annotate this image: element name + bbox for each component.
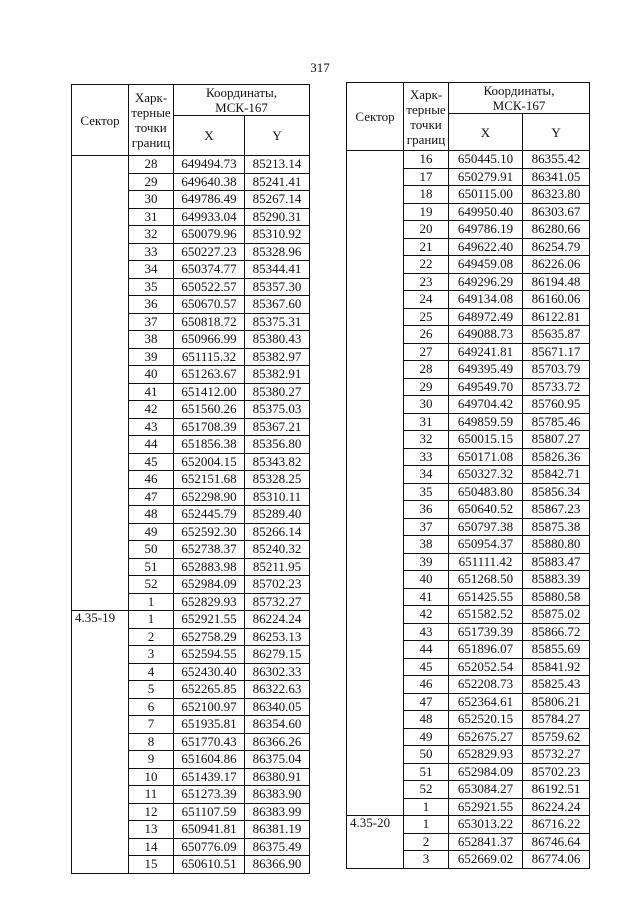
point-cell: 40 — [129, 366, 174, 384]
point-cell: 28 — [404, 361, 449, 379]
point-cell: 10 — [129, 768, 174, 786]
point-cell: 34 — [404, 466, 449, 484]
y-cell: 85671.17 — [523, 343, 590, 361]
y-cell: 85825.43 — [523, 676, 590, 694]
point-cell: 31 — [129, 208, 174, 226]
point-cell: 35 — [404, 483, 449, 501]
point-cell: 24 — [404, 291, 449, 309]
point-cell: 15 — [129, 856, 174, 874]
point-cell: 30 — [404, 396, 449, 414]
x-cell: 650522.57 — [174, 278, 245, 296]
y-cell: 86355.42 — [523, 151, 590, 169]
x-cell: 650015.15 — [449, 431, 523, 449]
point-cell: 39 — [129, 348, 174, 366]
point-cell: 21 — [404, 238, 449, 256]
y-cell: 85880.58 — [523, 588, 590, 606]
y-cell: 85266.14 — [245, 523, 310, 541]
y-cell: 85880.80 — [523, 536, 590, 554]
point-cell: 51 — [404, 763, 449, 781]
x-cell: 650445.10 — [449, 151, 523, 169]
x-cell: 651935.81 — [174, 716, 245, 734]
x-cell: 649549.70 — [449, 378, 523, 396]
x-cell: 653013.22 — [449, 816, 523, 834]
y-cell: 86375.04 — [245, 751, 310, 769]
x-cell: 651604.86 — [174, 751, 245, 769]
point-cell: 52 — [129, 576, 174, 594]
y-cell: 86746.64 — [523, 833, 590, 851]
header-x: X — [174, 116, 245, 156]
point-cell: 46 — [404, 676, 449, 694]
x-cell: 649786.49 — [174, 191, 245, 209]
y-cell: 85328.96 — [245, 243, 310, 261]
x-cell: 651856.38 — [174, 436, 245, 454]
y-cell: 86160.06 — [523, 291, 590, 309]
point-cell: 36 — [404, 501, 449, 519]
y-cell: 85842.71 — [523, 466, 590, 484]
x-cell: 651273.39 — [174, 786, 245, 804]
y-cell: 86340.05 — [245, 698, 310, 716]
point-cell: 52 — [404, 781, 449, 799]
y-cell: 85367.60 — [245, 296, 310, 314]
point-cell: 36 — [129, 296, 174, 314]
y-cell: 85785.46 — [523, 413, 590, 431]
point-cell: 31 — [404, 413, 449, 431]
x-cell: 651412.00 — [174, 383, 245, 401]
x-cell: 649459.08 — [449, 256, 523, 274]
y-cell: 85328.25 — [245, 471, 310, 489]
point-cell: 17 — [404, 168, 449, 186]
y-cell: 86280.66 — [523, 221, 590, 239]
x-cell: 649640.38 — [174, 173, 245, 191]
y-cell: 85866.72 — [523, 623, 590, 641]
x-cell: 652052.54 — [449, 658, 523, 676]
x-cell: 650941.81 — [174, 821, 245, 839]
y-cell: 85375.31 — [245, 313, 310, 331]
y-cell: 86380.91 — [245, 768, 310, 786]
point-cell: 6 — [129, 698, 174, 716]
y-cell: 85702.23 — [523, 763, 590, 781]
point-cell: 29 — [404, 378, 449, 396]
point-cell: 41 — [129, 383, 174, 401]
point-cell: 38 — [129, 331, 174, 349]
y-cell: 85356.80 — [245, 436, 310, 454]
y-cell: 86774.06 — [523, 851, 590, 869]
point-cell: 51 — [129, 558, 174, 576]
y-cell: 85240.32 — [245, 541, 310, 559]
x-cell: 652984.09 — [449, 763, 523, 781]
point-cell: 11 — [129, 786, 174, 804]
x-cell: 649859.59 — [449, 413, 523, 431]
x-cell: 652592.30 — [174, 523, 245, 541]
y-cell: 85784.27 — [523, 711, 590, 729]
y-cell: 85732.27 — [245, 593, 310, 611]
x-cell: 649786.19 — [449, 221, 523, 239]
x-cell: 652669.02 — [449, 851, 523, 869]
y-cell: 85856.34 — [523, 483, 590, 501]
x-cell: 652829.93 — [449, 746, 523, 764]
y-cell: 86224.24 — [523, 798, 590, 816]
point-cell: 3 — [129, 646, 174, 664]
coordinates-table-right — [346, 82, 590, 869]
point-cell: 42 — [404, 606, 449, 624]
x-cell: 650279.91 — [449, 168, 523, 186]
y-cell: 85382.91 — [245, 366, 310, 384]
point-cell: 47 — [404, 693, 449, 711]
x-cell: 651425.55 — [449, 588, 523, 606]
x-cell: 652298.90 — [174, 488, 245, 506]
y-cell: 85732.27 — [523, 746, 590, 764]
y-cell: 86383.99 — [245, 803, 310, 821]
x-cell: 652445.79 — [174, 506, 245, 524]
x-cell: 648972.49 — [449, 308, 523, 326]
x-cell: 650327.32 — [449, 466, 523, 484]
y-cell: 85855.69 — [523, 641, 590, 659]
x-cell: 651115.32 — [174, 348, 245, 366]
y-cell: 85357.30 — [245, 278, 310, 296]
page-number: 317 — [310, 60, 330, 75]
point-cell: 25 — [404, 308, 449, 326]
point-cell: 44 — [404, 641, 449, 659]
point-cell: 50 — [404, 746, 449, 764]
y-cell: 86279.15 — [245, 646, 310, 664]
x-cell: 651268.50 — [449, 571, 523, 589]
point-cell: 43 — [129, 418, 174, 436]
y-cell: 85380.43 — [245, 331, 310, 349]
x-cell: 649134.08 — [449, 291, 523, 309]
x-cell: 650640.52 — [449, 501, 523, 519]
point-cell: 33 — [404, 448, 449, 466]
point-cell: 13 — [129, 821, 174, 839]
point-cell: 42 — [129, 401, 174, 419]
y-cell: 85367.21 — [245, 418, 310, 436]
y-cell: 86366.26 — [245, 733, 310, 751]
header-coordinates: Координаты, МСК-167 — [449, 83, 590, 114]
point-cell: 2 — [404, 833, 449, 851]
x-cell: 649704.42 — [449, 396, 523, 414]
y-cell: 86192.51 — [523, 781, 590, 799]
x-cell: 652738.37 — [174, 541, 245, 559]
y-cell: 85760.95 — [523, 396, 590, 414]
point-cell: 1 — [404, 816, 449, 834]
x-cell: 650776.09 — [174, 838, 245, 856]
point-cell: 46 — [129, 471, 174, 489]
x-cell: 652883.98 — [174, 558, 245, 576]
y-cell: 85343.82 — [245, 453, 310, 471]
point-cell: 32 — [129, 226, 174, 244]
table-row — [72, 156, 310, 174]
x-cell: 651739.39 — [449, 623, 523, 641]
x-cell: 652364.61 — [449, 693, 523, 711]
y-cell: 86323.80 — [523, 186, 590, 204]
sector-cell: 4.35-20 — [347, 816, 404, 869]
y-cell: 86226.06 — [523, 256, 590, 274]
y-cell: 85241.41 — [245, 173, 310, 191]
sector-cell — [347, 151, 404, 816]
x-cell: 651263.67 — [174, 366, 245, 384]
y-cell: 85310.92 — [245, 226, 310, 244]
y-cell: 85290.31 — [245, 208, 310, 226]
y-cell: 86381.19 — [245, 821, 310, 839]
y-cell: 85806.21 — [523, 693, 590, 711]
table-row — [347, 816, 590, 834]
y-cell: 85841.92 — [523, 658, 590, 676]
point-cell: 2 — [129, 628, 174, 646]
x-cell: 650079.96 — [174, 226, 245, 244]
x-cell: 650171.08 — [449, 448, 523, 466]
header-sector: Сектор — [72, 85, 129, 156]
y-cell: 85375.03 — [245, 401, 310, 419]
x-cell: 649241.81 — [449, 343, 523, 361]
x-cell: 649622.40 — [449, 238, 523, 256]
x-cell: 651896.07 — [449, 641, 523, 659]
x-cell: 651439.17 — [174, 768, 245, 786]
y-cell: 85289.40 — [245, 506, 310, 524]
point-cell: 48 — [404, 711, 449, 729]
y-cell: 86253.13 — [245, 628, 310, 646]
point-cell: 1 — [129, 611, 174, 629]
x-cell: 650818.72 — [174, 313, 245, 331]
x-cell: 651708.39 — [174, 418, 245, 436]
point-cell: 22 — [404, 256, 449, 274]
y-cell: 85807.27 — [523, 431, 590, 449]
header-point-type: Харк- терные точки границ — [129, 85, 174, 156]
point-cell: 37 — [129, 313, 174, 331]
point-cell: 27 — [404, 343, 449, 361]
point-cell: 30 — [129, 191, 174, 209]
y-cell: 86224.24 — [245, 611, 310, 629]
header-y: Y — [523, 114, 590, 151]
point-cell: 3 — [404, 851, 449, 869]
y-cell: 85875.02 — [523, 606, 590, 624]
y-cell: 85344.41 — [245, 261, 310, 279]
x-cell: 650954.37 — [449, 536, 523, 554]
point-cell: 39 — [404, 553, 449, 571]
y-cell: 86341.05 — [523, 168, 590, 186]
x-cell: 649950.40 — [449, 203, 523, 221]
x-cell: 652829.93 — [174, 593, 245, 611]
point-cell: 47 — [129, 488, 174, 506]
point-cell: 45 — [129, 453, 174, 471]
point-cell: 19 — [404, 203, 449, 221]
y-cell: 85867.23 — [523, 501, 590, 519]
y-cell: 85380.27 — [245, 383, 310, 401]
header-coordinates: Координаты, МСК-167 — [174, 85, 310, 116]
y-cell: 85702.23 — [245, 576, 310, 594]
y-cell: 86716.22 — [523, 816, 590, 834]
y-cell: 86194.48 — [523, 273, 590, 291]
x-cell: 652921.55 — [174, 611, 245, 629]
y-cell: 86322.63 — [245, 681, 310, 699]
y-cell: 85826.36 — [523, 448, 590, 466]
point-cell: 44 — [129, 436, 174, 454]
header-point-type: Харк- терные точки границ — [404, 83, 449, 151]
x-cell: 650610.51 — [174, 856, 245, 874]
y-cell: 86366.90 — [245, 856, 310, 874]
x-cell: 650374.77 — [174, 261, 245, 279]
point-cell: 8 — [129, 733, 174, 751]
table-row — [347, 151, 590, 169]
point-cell: 16 — [404, 151, 449, 169]
x-cell: 650483.80 — [449, 483, 523, 501]
point-cell: 29 — [129, 173, 174, 191]
point-cell: 14 — [129, 838, 174, 856]
header-x: X — [449, 114, 523, 151]
x-cell: 652921.55 — [449, 798, 523, 816]
x-cell: 649494.73 — [174, 156, 245, 174]
x-cell: 653084.27 — [449, 781, 523, 799]
y-cell: 86383.90 — [245, 786, 310, 804]
point-cell: 49 — [129, 523, 174, 541]
point-cell: 18 — [404, 186, 449, 204]
x-cell: 650966.99 — [174, 331, 245, 349]
x-cell: 652004.15 — [174, 453, 245, 471]
y-cell: 85267.14 — [245, 191, 310, 209]
point-cell: 4 — [129, 663, 174, 681]
point-cell: 12 — [129, 803, 174, 821]
point-cell: 20 — [404, 221, 449, 239]
y-cell: 85703.79 — [523, 361, 590, 379]
x-cell: 652675.27 — [449, 728, 523, 746]
header-sector: Сектор — [347, 83, 404, 151]
x-cell: 651582.52 — [449, 606, 523, 624]
x-cell: 652984.09 — [174, 576, 245, 594]
point-cell: 9 — [129, 751, 174, 769]
point-cell: 23 — [404, 273, 449, 291]
y-cell: 86254.79 — [523, 238, 590, 256]
point-cell: 1 — [129, 593, 174, 611]
y-cell: 85883.39 — [523, 571, 590, 589]
x-cell: 651770.43 — [174, 733, 245, 751]
y-cell: 85211.95 — [245, 558, 310, 576]
y-cell: 85875.38 — [523, 518, 590, 536]
y-cell: 85213.14 — [245, 156, 310, 174]
point-cell: 40 — [404, 571, 449, 589]
x-cell: 650227.23 — [174, 243, 245, 261]
point-cell: 34 — [129, 261, 174, 279]
coordinates-table-left — [71, 84, 310, 874]
x-cell: 651560.26 — [174, 401, 245, 419]
point-cell: 48 — [129, 506, 174, 524]
x-cell: 652520.15 — [449, 711, 523, 729]
point-cell: 50 — [129, 541, 174, 559]
y-cell: 85759.62 — [523, 728, 590, 746]
point-cell: 5 — [129, 681, 174, 699]
point-cell: 38 — [404, 536, 449, 554]
x-cell: 652208.73 — [449, 676, 523, 694]
y-cell: 85382.97 — [245, 348, 310, 366]
point-cell: 7 — [129, 716, 174, 734]
y-cell: 86122.81 — [523, 308, 590, 326]
y-cell: 86375.49 — [245, 838, 310, 856]
point-cell: 33 — [129, 243, 174, 261]
x-cell: 652594.55 — [174, 646, 245, 664]
x-cell: 652100.97 — [174, 698, 245, 716]
sector-cell — [72, 156, 129, 611]
point-cell: 37 — [404, 518, 449, 536]
y-cell: 85733.72 — [523, 378, 590, 396]
table-row — [72, 611, 310, 629]
x-cell: 651111.42 — [449, 553, 523, 571]
x-cell: 649296.29 — [449, 273, 523, 291]
y-cell: 86303.67 — [523, 203, 590, 221]
point-cell: 41 — [404, 588, 449, 606]
x-cell: 652758.29 — [174, 628, 245, 646]
y-cell: 86302.33 — [245, 663, 310, 681]
point-cell: 32 — [404, 431, 449, 449]
point-cell: 43 — [404, 623, 449, 641]
x-cell: 650797.38 — [449, 518, 523, 536]
sector-cell: 4.35-19 — [72, 611, 129, 874]
x-cell: 650670.57 — [174, 296, 245, 314]
x-cell: 649395.49 — [449, 361, 523, 379]
y-cell: 85635.87 — [523, 326, 590, 344]
point-cell: 49 — [404, 728, 449, 746]
y-cell: 86354.60 — [245, 716, 310, 734]
point-cell: 26 — [404, 326, 449, 344]
x-cell: 649933.04 — [174, 208, 245, 226]
x-cell: 652430.40 — [174, 663, 245, 681]
x-cell: 651107.59 — [174, 803, 245, 821]
x-cell: 652841.37 — [449, 833, 523, 851]
y-cell: 85310.11 — [245, 488, 310, 506]
y-cell: 85883.47 — [523, 553, 590, 571]
x-cell: 652265.85 — [174, 681, 245, 699]
x-cell: 649088.73 — [449, 326, 523, 344]
point-cell: 28 — [129, 156, 174, 174]
point-cell: 45 — [404, 658, 449, 676]
x-cell: 650115.00 — [449, 186, 523, 204]
header-y: Y — [245, 116, 310, 156]
x-cell: 652151.68 — [174, 471, 245, 489]
point-cell: 1 — [404, 798, 449, 816]
point-cell: 35 — [129, 278, 174, 296]
